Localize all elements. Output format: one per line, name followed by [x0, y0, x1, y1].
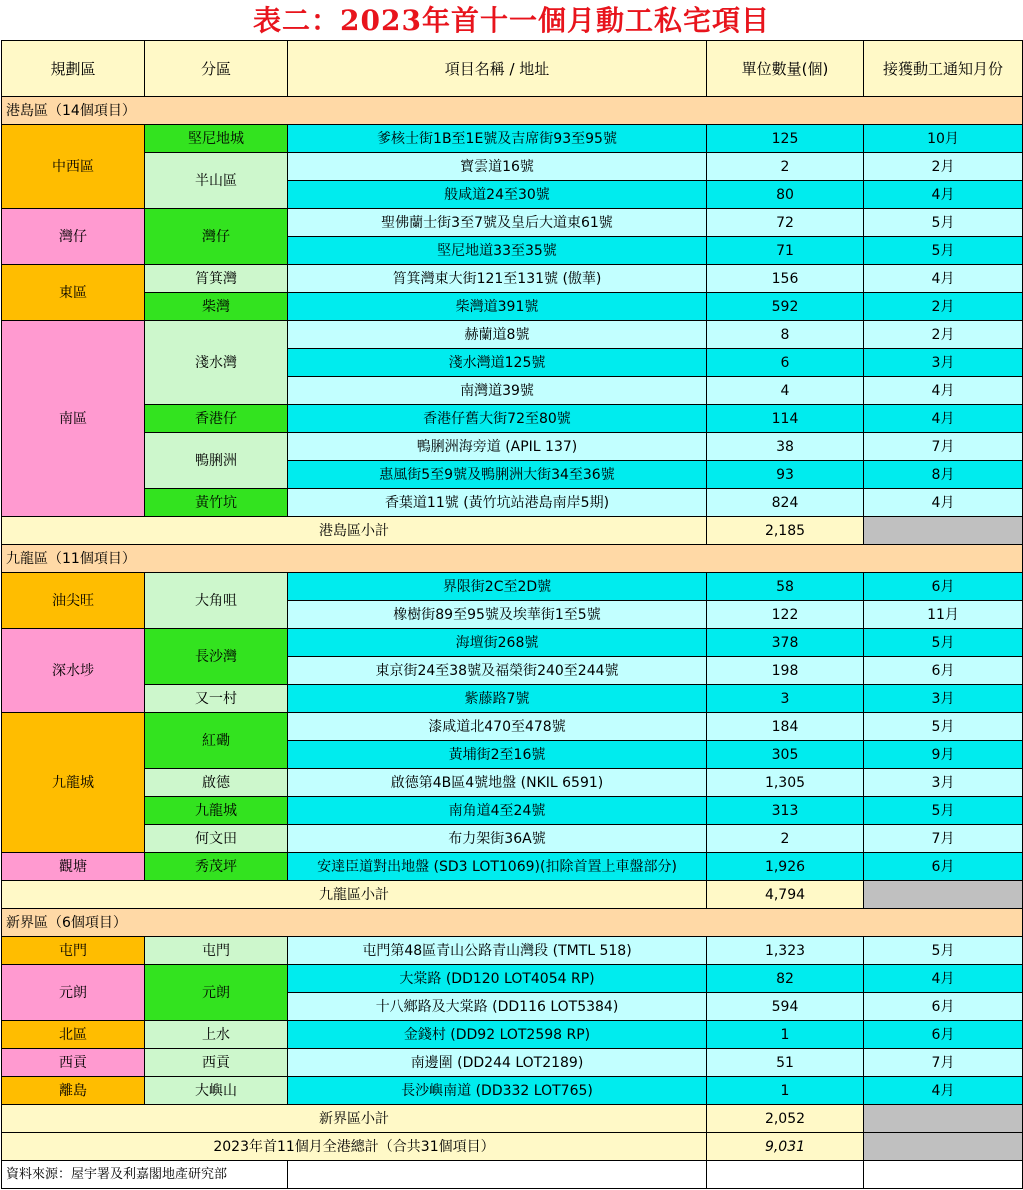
address-cell: 黃埔街2至16號 — [288, 741, 707, 769]
table-row — [2, 937, 1023, 965]
units-cell: 1,305 — [707, 769, 864, 797]
address-cell: 屯門第48區青山公路青山灣段 (TMTL 518) — [288, 937, 707, 965]
month-cell: 4月 — [864, 405, 1023, 433]
subdistrict-cell: 淺水灣 — [145, 321, 288, 405]
units-cell: 125 — [707, 125, 864, 153]
subtotal-row — [2, 517, 1023, 545]
units-cell: 72 — [707, 209, 864, 237]
month-cell: 6月 — [864, 573, 1023, 601]
address-cell: 金錢村 (DD92 LOT2598 RP) — [288, 1021, 707, 1049]
district-cell: 深水埗 — [2, 629, 145, 713]
table-row — [2, 489, 1023, 517]
address-cell: 十八鄉路及大棠路 (DD116 LOT5384) — [288, 993, 707, 1021]
district-cell: 南區 — [2, 321, 145, 517]
subdistrict-cell: 香港仔 — [145, 405, 288, 433]
address-cell: 紫藤路7號 — [288, 685, 707, 713]
address-cell: 東京街24至38號及福榮街240至244號 — [288, 657, 707, 685]
units-cell: 38 — [707, 433, 864, 461]
units-cell: 313 — [707, 797, 864, 825]
section-header-row — [2, 97, 1023, 125]
month-cell: 4月 — [864, 489, 1023, 517]
month-cell: 6月 — [864, 853, 1023, 881]
units-cell: 3 — [707, 685, 864, 713]
address-cell: 啟德第4B區4號地盤 (NKIL 6591) — [288, 769, 707, 797]
address-cell: 聖佛蘭士街3至7號及皇后大道東61號 — [288, 209, 707, 237]
table-row — [2, 1049, 1023, 1077]
subtotal-row — [2, 1105, 1023, 1133]
table-row — [2, 153, 1023, 181]
total-label: 2023年首11個月全港總計（合共31個項目） — [2, 1133, 707, 1161]
header-cell: 分區 — [145, 41, 288, 97]
district-cell: 北區 — [2, 1021, 145, 1049]
source-empty — [288, 1161, 707, 1189]
address-cell: 柴灣道391號 — [288, 293, 707, 321]
units-cell: 2 — [707, 153, 864, 181]
subtotal-empty — [864, 517, 1023, 545]
month-cell: 11月 — [864, 601, 1023, 629]
units-cell: 93 — [707, 461, 864, 489]
district-cell: 西貢 — [2, 1049, 145, 1077]
table-row — [2, 1077, 1023, 1105]
month-cell: 5月 — [864, 797, 1023, 825]
district-cell: 元朗 — [2, 965, 145, 1021]
subdistrict-cell: 何文田 — [145, 825, 288, 853]
subdistrict-cell: 九龍城 — [145, 797, 288, 825]
month-cell: 10月 — [864, 125, 1023, 153]
month-cell: 3月 — [864, 349, 1023, 377]
units-cell: 1 — [707, 1077, 864, 1105]
subtotal-label: 港島區小計 — [2, 517, 707, 545]
table-row — [2, 853, 1023, 881]
section-header-row — [2, 909, 1023, 937]
units-cell: 1,323 — [707, 937, 864, 965]
month-cell: 5月 — [864, 629, 1023, 657]
month-cell: 2月 — [864, 321, 1023, 349]
address-cell: 堅尼地道33至35號 — [288, 237, 707, 265]
address-cell: 橡樹街89至95號及埃華街1至5號 — [288, 601, 707, 629]
address-cell: 漆咸道北470至478號 — [288, 713, 707, 741]
month-cell: 5月 — [864, 713, 1023, 741]
month-cell: 7月 — [864, 825, 1023, 853]
month-cell: 4月 — [864, 1077, 1023, 1105]
address-cell: 般咸道24至30號 — [288, 181, 707, 209]
month-cell: 4月 — [864, 377, 1023, 405]
table-row — [2, 965, 1023, 993]
subtotal-units: 2,052 — [707, 1105, 864, 1133]
units-cell: 6 — [707, 349, 864, 377]
table-row — [2, 405, 1023, 433]
units-cell: 71 — [707, 237, 864, 265]
table-row — [2, 209, 1023, 237]
address-cell: 界限街2C至2D號 — [288, 573, 707, 601]
month-cell: 5月 — [864, 937, 1023, 965]
table-row — [2, 265, 1023, 293]
month-cell: 5月 — [864, 209, 1023, 237]
source-row — [2, 1161, 1023, 1189]
subdistrict-cell: 啟德 — [145, 769, 288, 797]
address-cell: 安達臣道對出地盤 (SD3 LOT1069)(扣除首置上車盤部分) — [288, 853, 707, 881]
district-cell: 屯門 — [2, 937, 145, 965]
section-title: 新界區（6個項目） — [2, 909, 1023, 937]
section-header-row — [2, 545, 1023, 573]
units-cell: 51 — [707, 1049, 864, 1077]
subdistrict-cell: 又一村 — [145, 685, 288, 713]
subdistrict-cell: 屯門 — [145, 937, 288, 965]
units-cell: 198 — [707, 657, 864, 685]
district-cell: 離島 — [2, 1077, 145, 1105]
total-units: 9,031 — [707, 1133, 864, 1161]
month-cell: 7月 — [864, 433, 1023, 461]
source-empty — [707, 1161, 864, 1189]
subdistrict-cell: 大角咀 — [145, 573, 288, 629]
address-cell: 南邊圍 (DD244 LOT2189) — [288, 1049, 707, 1077]
address-cell: 南角道4至24號 — [288, 797, 707, 825]
subtotal-units: 4,794 — [707, 881, 864, 909]
subdistrict-cell: 大嶼山 — [145, 1077, 288, 1105]
subdistrict-cell: 鴨脷洲 — [145, 433, 288, 489]
month-cell: 4月 — [864, 181, 1023, 209]
units-cell: 594 — [707, 993, 864, 1021]
month-cell: 4月 — [864, 965, 1023, 993]
address-cell: 寶雲道16號 — [288, 153, 707, 181]
district-cell: 觀塘 — [2, 853, 145, 881]
address-cell: 爹核士街1B至1E號及吉席街93至95號 — [288, 125, 707, 153]
subtotal-row — [2, 881, 1023, 909]
address-cell: 淺水灣道125號 — [288, 349, 707, 377]
month-cell: 3月 — [864, 769, 1023, 797]
subdistrict-cell: 堅尼地城 — [145, 125, 288, 153]
month-cell: 8月 — [864, 461, 1023, 489]
month-cell: 4月 — [864, 265, 1023, 293]
table-row — [2, 433, 1023, 461]
month-cell: 7月 — [864, 1049, 1023, 1077]
subtotal-label: 新界區小計 — [2, 1105, 707, 1133]
address-cell: 長沙嶼南道 (DD332 LOT765) — [288, 1077, 707, 1105]
subdistrict-cell: 黃竹坑 — [145, 489, 288, 517]
header-cell: 接獲動工通知月份 — [864, 41, 1023, 97]
table-row — [2, 685, 1023, 713]
table-row — [2, 573, 1023, 601]
subdistrict-cell: 半山區 — [145, 153, 288, 209]
address-cell: 惠風街5至9號及鴨脷洲大街34至36號 — [288, 461, 707, 489]
district-cell: 中西區 — [2, 125, 145, 209]
projects-table-body — [2, 41, 1023, 1189]
address-cell: 筲箕灣東大街121至131號 (傲華) — [288, 265, 707, 293]
units-cell: 8 — [707, 321, 864, 349]
subdistrict-cell: 紅磡 — [145, 713, 288, 769]
projects-table — [1, 40, 1023, 1189]
units-cell: 156 — [707, 265, 864, 293]
address-cell: 大棠路 (DD120 LOT4054 RP) — [288, 965, 707, 993]
month-cell: 3月 — [864, 685, 1023, 713]
page-title: 表二：2023年首十一個月動工私宅項目 — [253, 4, 770, 37]
address-cell: 香葉道11號 (黃竹坑站港島南岸5期) — [288, 489, 707, 517]
district-cell: 九龍城 — [2, 713, 145, 853]
table-row — [2, 797, 1023, 825]
subdistrict-cell: 灣仔 — [145, 209, 288, 265]
subdistrict-cell: 秀茂坪 — [145, 853, 288, 881]
units-cell: 305 — [707, 741, 864, 769]
subtotal-label: 九龍區小計 — [2, 881, 707, 909]
address-cell: 香港仔舊大街72至80號 — [288, 405, 707, 433]
units-cell: 2 — [707, 825, 864, 853]
table-row — [2, 293, 1023, 321]
header-cell: 項目名稱 / 地址 — [288, 41, 707, 97]
subdistrict-cell: 西貢 — [145, 1049, 288, 1077]
subdistrict-cell: 柴灣 — [145, 293, 288, 321]
units-cell: 184 — [707, 713, 864, 741]
units-cell: 58 — [707, 573, 864, 601]
units-cell: 4 — [707, 377, 864, 405]
subdistrict-cell: 長沙灣 — [145, 629, 288, 685]
units-cell: 592 — [707, 293, 864, 321]
units-cell: 1 — [707, 1021, 864, 1049]
total-empty — [864, 1133, 1023, 1161]
units-cell: 378 — [707, 629, 864, 657]
subdistrict-cell: 上水 — [145, 1021, 288, 1049]
units-cell: 82 — [707, 965, 864, 993]
units-cell: 80 — [707, 181, 864, 209]
total-row — [2, 1133, 1023, 1161]
subtotal-empty — [864, 881, 1023, 909]
district-cell: 油尖旺 — [2, 573, 145, 629]
month-cell: 6月 — [864, 1021, 1023, 1049]
subdistrict-cell: 元朗 — [145, 965, 288, 1021]
table-row — [2, 629, 1023, 657]
header-cell: 單位數量(個) — [707, 41, 864, 97]
table-row — [2, 825, 1023, 853]
month-cell: 6月 — [864, 657, 1023, 685]
source-note: 資料來源：屋宇署及利嘉閣地產研究部 — [2, 1161, 288, 1189]
address-cell: 赫蘭道8號 — [288, 321, 707, 349]
month-cell: 2月 — [864, 293, 1023, 321]
address-cell: 南灣道39號 — [288, 377, 707, 405]
district-cell: 灣仔 — [2, 209, 145, 265]
units-cell: 114 — [707, 405, 864, 433]
table-row — [2, 125, 1023, 153]
header-cell: 規劃區 — [2, 41, 145, 97]
address-cell: 海壇街268號 — [288, 629, 707, 657]
units-cell: 1,926 — [707, 853, 864, 881]
subtotal-units: 2,185 — [707, 517, 864, 545]
month-cell: 6月 — [864, 993, 1023, 1021]
table-row — [2, 321, 1023, 349]
address-cell: 鴨脷洲海旁道 (APIL 137) — [288, 433, 707, 461]
table-row — [2, 1021, 1023, 1049]
header-row — [2, 41, 1023, 97]
section-title: 九龍區（11個項目） — [2, 545, 1023, 573]
table-row — [2, 769, 1023, 797]
address-cell: 布力架街36A號 — [288, 825, 707, 853]
source-empty — [864, 1161, 1023, 1189]
units-cell: 824 — [707, 489, 864, 517]
subdistrict-cell: 筲箕灣 — [145, 265, 288, 293]
table-row — [2, 713, 1023, 741]
section-title: 港島區（14個項目） — [2, 97, 1023, 125]
units-cell: 122 — [707, 601, 864, 629]
month-cell: 5月 — [864, 237, 1023, 265]
month-cell: 2月 — [864, 153, 1023, 181]
month-cell: 9月 — [864, 741, 1023, 769]
district-cell: 東區 — [2, 265, 145, 321]
subtotal-empty — [864, 1105, 1023, 1133]
